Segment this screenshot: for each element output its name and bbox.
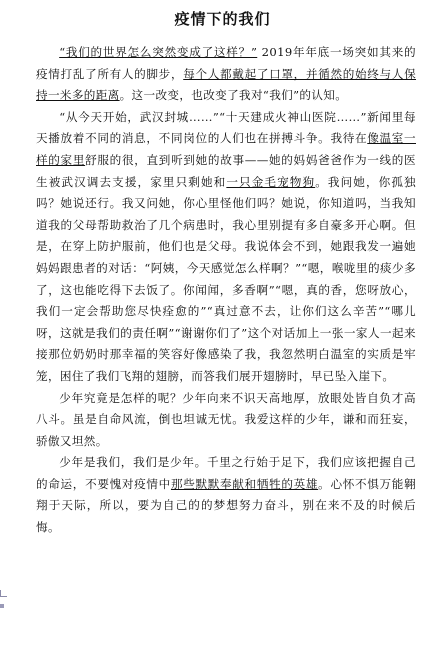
paragraph <box>36 452 416 538</box>
underlined-text: “我们的世界怎么突然变成了这样？” <box>59 45 258 59</box>
document-title: 疫情下的我们 <box>174 10 271 28</box>
paragraph-text: 2019年年底一场突如其来的疫情打乱了所有人的脚步， <box>36 45 416 81</box>
paragraph <box>36 388 416 453</box>
underlined-text: 每个人都戴起了口罩，并循然的始终与人保持一米多的距离 <box>36 66 417 103</box>
page-margin-dot <box>0 604 4 608</box>
paragraph-text: 少年是我们，我们是少年。千里之行始于足下，我们应该把握自己的命运，不要愧对疫情中 <box>36 455 416 491</box>
paragraph-text: 。心怀不惧万能翱翔于天际，所以，要为自己的的梦想努力奋斗，别在来不及的时候后悔。 <box>36 476 416 535</box>
paragraph-text: 。这一改变，也改变了我对“我们”的认知。 <box>119 88 348 103</box>
paragraph <box>36 42 416 107</box>
underlined-text: 那些默默奉献和牺牲的英雄 <box>170 476 319 491</box>
paragraph-text: “从今天开始，武汉封城……”“十天建成火神山医院……”新闻里每天播放着不同的消息，不同岗位的人们也在拼搏斗争。我待在 <box>36 109 416 146</box>
underlined-text: 一只金毛宠物狗 <box>226 174 316 189</box>
document-body <box>36 42 416 539</box>
underlined-text: 像温室一样的家里 <box>36 131 416 167</box>
page-margin-marker <box>0 590 7 597</box>
paragraph-text: 少年究竟是怎样的呢？少年向来不识天高地厚，放眼处皆自负才高八斗。虽是自命风流，倒也坦诚无忧。我爱这样的少年，谦和而狂妄，骄傲又坦然。 <box>36 390 416 448</box>
paragraph-text: 。我问她，你孤独吗？她说还行。我又问她，你心里怪他们吗？她说，你知道吗，当我知道我的父母帮助救治了几个病患时，我心里别提有多自豪多开心啊。但是，在穿上防护服前，他们也是父母。我说体会不到，她跟我发一遍她妈妈跟患者的对话：“阿姨，今天感觉怎么样啊？”“嗯，喉咙里的痰少多了，这也能吃得下去饭了。你闻闻，多香啊”“嗯，真的香，您呀放心，我们一定会帮助您尽快痊愈的”“真过意不去，让你们这么辛苦”“哪儿呀，这就是我们的责任啊”“谢谢你们了”这个对话加上一张一家人一起来接那位奶奶时那幸福的笑容好像感染了我，我忽然明白温室的实质是牢笼，困住了我们飞翔的翅膀，而答我们展开翅膀时，早已坠入崖下。 <box>36 174 416 383</box>
paragraph-text: 舒服的很，直到听到她的故事——她的妈妈爸爸作为一线的医生被武汉调去支援，家里只剩她和 <box>36 152 416 189</box>
paragraph <box>36 107 416 388</box>
